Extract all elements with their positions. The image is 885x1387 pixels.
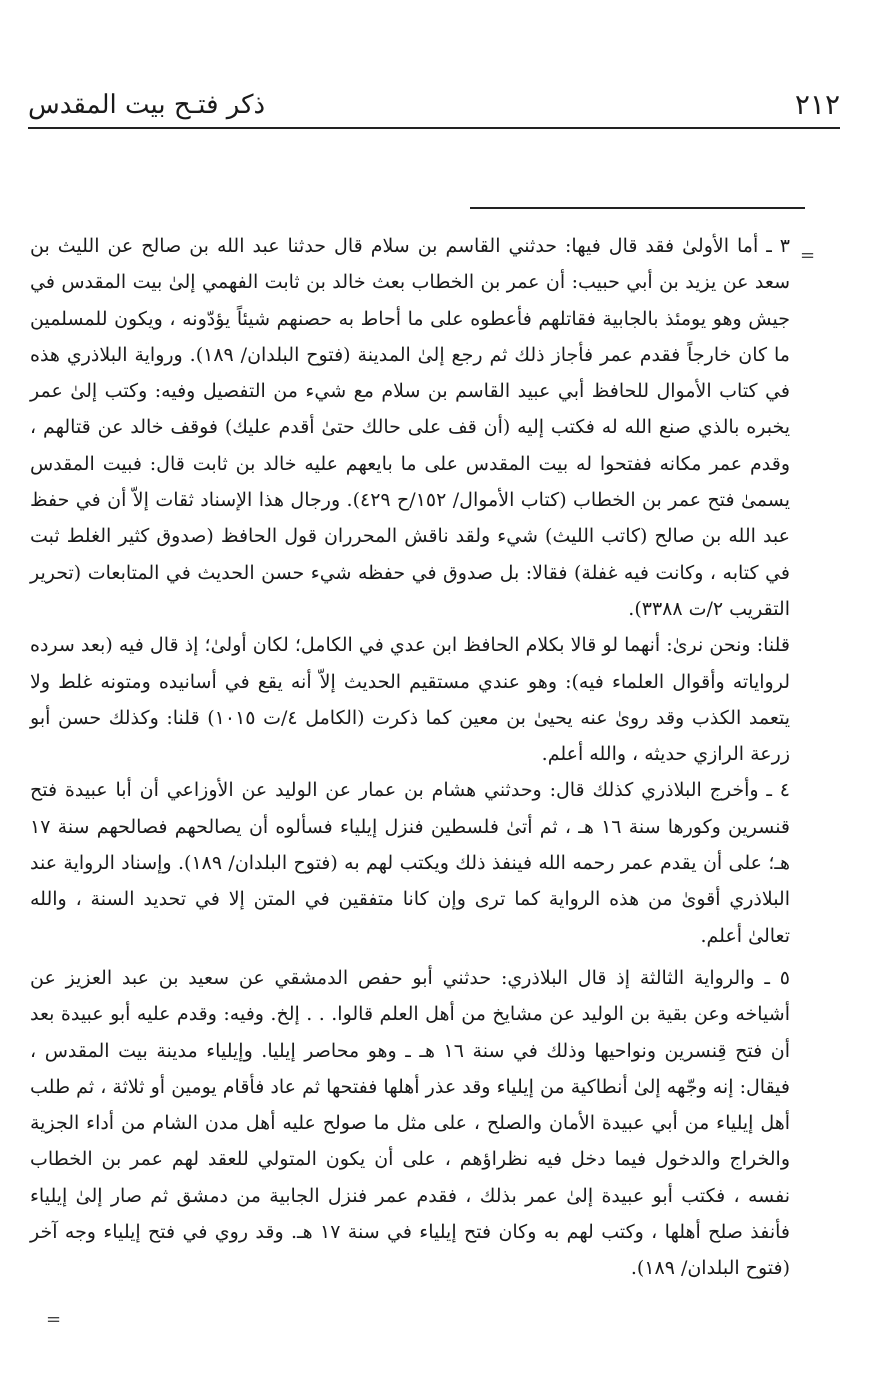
- running-title: ذكر فتـح بيت المقدس: [28, 90, 266, 120]
- paragraph-5: ٥ ـ والرواية الثالثة إذ قال البلاذري: حدثني أبو حفص الدمشقي عن سعيد بن عبد العزيز عن أشياخه وعن بقية بن الوليد عن مشايخ من أهل العلم قالوا. . . إلخ. وفيه: وقدم عليه أبو عبيدة بعد أن فتح قِنسرين ونواحيها وذلك في سنة ١٦ هـ ـ وهو محاصر إيليا. وإيلياء مدينة بيت المقدس ، فيقال: إنه وجّهه إلىٰ أنطاكية من إيلياء وقد عذر أهلها ففتحها ثم عاد فأقام يومين أو ثلاثة ، ثم طلب أهل إيلياء من أبي عبيدة الأمان والصلح ، على مثل ما صولح عليه أهل مدن الشام من أداء الجزية والخراج والدخول فيما دخل فيه نظراؤهم ، على أن يكون المتولي للعقد لهم عمر بن الخطاب نفسه ، فكتب أبو عبيدة إلىٰ عمر بذلك ، فقدم عمر فنزل الجابية من دمشق ثم صار إلىٰ إيلياء فأنفذ صلح أهلها ، وكتب لهم به وكان فتح إيلياء في سنة ١٧ هـ. وقد روي في فتح إيلياء وجه آخر (فتوح البلدان/ ١٨٩).: [30, 966, 791, 1280]
- page-header: [28, 88, 840, 128]
- margin-continuation-mark-top: =: [800, 245, 816, 266]
- footnote-separator-rule: [470, 207, 805, 209]
- footnote-body: [30, 228, 790, 1287]
- header-rule: [28, 127, 840, 129]
- margin-continuation-mark-bottom: =: [46, 1309, 62, 1330]
- paragraph-qulna: قلنا: ونحن نرىٰ: أنهما لو قالا بكلام الحافظ ابن عدي في الكامل؛ لكان أولىٰ؛ إذ قال فيه (بعد سرده لرواياته وأقوال العلماء فيه): وهو عندي مستقيم الحديث إلاّ أنه يقع في أسانيده ومتونه غلط ولا يتعمد الكذب وقد روىٰ عنه يحيىٰ بن معين كما ذكرت (الكامل ٤/ت ١٠١٥) قلنا: وكذلك حسن أبو زرعة الرازي حديثه ، والله أعلم.: [30, 634, 791, 766]
- page-number: ٢١٢: [794, 88, 840, 121]
- paragraph-4: ٤ ـ وأخرج البلاذري كذلك قال: وحدثني هشام بن عمار عن الوليد عن الأوزاعي أن أبا عبيدة فتح قنسرين وكورها سنة ١٦ هـ ، ثم أتىٰ فلسطين فنزل إيلياء فسألوه أن يصالحهم فصالحهم سنة ١٧ هـ؛ على أن يقدم عمر رحمه الله فينفذ ذلك ويكتب لهم به (فتوح البلدان/ ١٨٩). وإسناد الرواية عند البلاذري أقوىٰ من هذه الرواية كما ترى وإن كانا متفقين في المتن إلا في تحديد السنة ، والله تعالىٰ أعلم.: [30, 779, 791, 947]
- paragraph-3: ٣ ـ أما الأولىٰ فقد قال فيها: حدثني القاسم بن سلام قال حدثنا عبد الله بن صالح عن الليث بن سعد عن يزيد بن أبي حبيب: أن عمر بن الخطاب بعث خالد بن ثابت الفهمي إلىٰ بيت المقدس في جيش وهو يومئذ بالجابية فقاتلهم فأعطوه على ما أحاط به حصنهم شيئاً يؤدّونه ، ويكون للمسلمين ما كان خارجاً فقدم عمر فأجاز ذلك ثم رجع إلىٰ المدينة (فتوح البلدان/ ١٨٩). ورواية البلاذري هذه في كتاب الأموال للحافظ أبي عبيد القاسم بن سلام مع شيء من التفصيل وفيه: وكتب إلىٰ عمر يخبره بالذي صنع الله له فكتب إليه (أن قف على حالك حتىٰ أقدم عليك) فوقف خالد عن قتالهم ، وقدم عمر مكانه ففتحوا له بيت المقدس على ما بايعهم عليه خالد بن ثابت قال: فبيت المقدس يسمىٰ فتح عمر بن الخطاب (كتاب الأموال/ ١٥٢/ح ٤٢٩). ورجال هذا الإسناد ثقات إلاّ أن في حفظ عبد الله بن صالح (كاتب الليث) شيء ولقد ناقش المحرران قول الحافظ (صدوق كثير الغلط ثبت في كتابه ، وكانت فيه غفلة) فقالا: بل صدوق في حفظه شيء حسن الحديث في المتابعات (تحرير التقريب ٢/ت ٣٣٨٨).: [30, 235, 791, 620]
